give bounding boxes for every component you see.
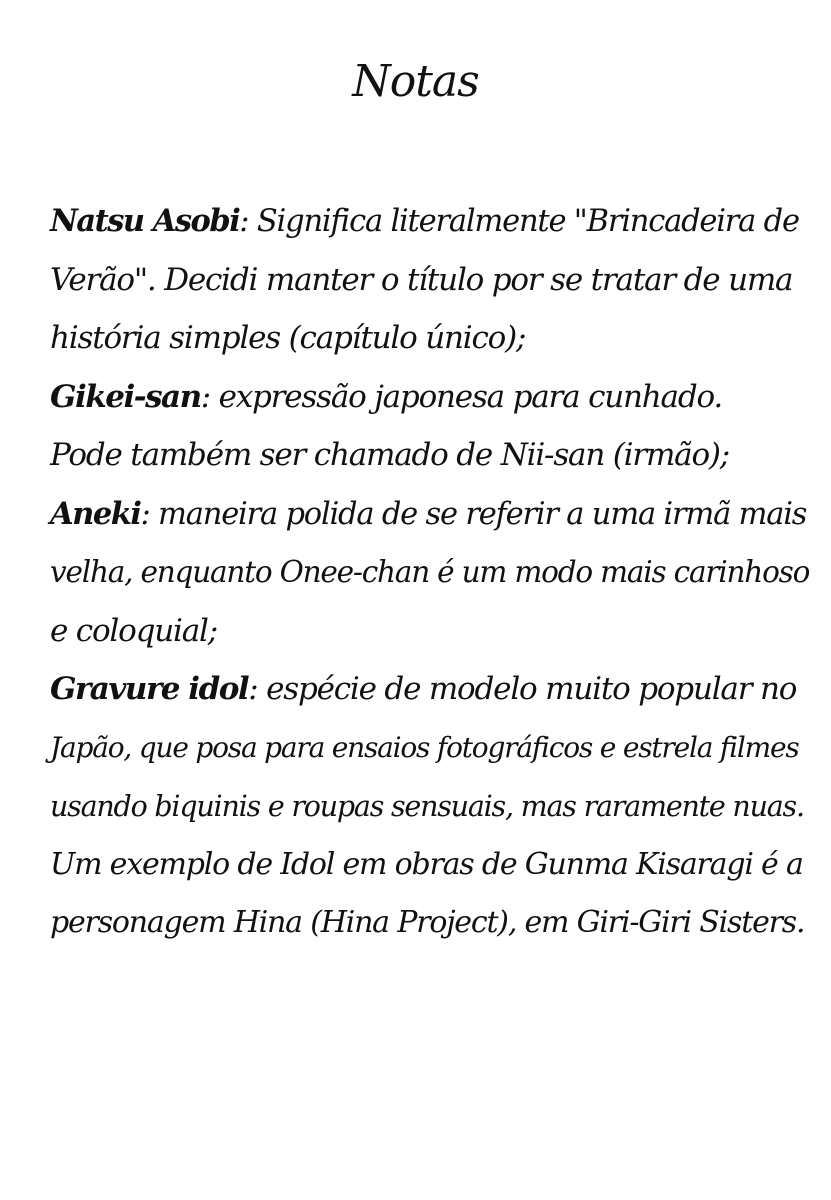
note-text: Pode também ser chamado de Nii-san (irmão); (50, 437, 730, 473)
note-term: Gikei-san (50, 378, 201, 415)
note-line (50, 368, 800, 427)
note-line (50, 836, 803, 895)
note-text: usando biquinis e roupas sensuais, mas raramente nuas. (50, 790, 804, 823)
note-text: : maneira polida de se referir a uma irmã mais (140, 496, 807, 532)
note-text: velha, enquanto Onee-chan é um modo mais carinhoso (50, 555, 810, 589)
note-text: história simples (capítulo único); (50, 320, 526, 356)
note-text: Japão, que posa para ensaios fotográficos e estrela filmes (50, 730, 799, 764)
note-text: : expressão japonesa para cunhado. (200, 378, 723, 415)
note-text: Verão". Decidi manter o título por se tratar de uma (50, 261, 793, 298)
note-line (50, 602, 800, 661)
note-term: Natsu Asobi (50, 203, 240, 239)
page-title: Notas (352, 56, 479, 107)
notes-body (50, 192, 810, 953)
note-line (50, 251, 800, 310)
note-line (50, 660, 800, 719)
note-line (50, 309, 800, 368)
note-term: Aneki (50, 495, 141, 532)
note-line (50, 777, 804, 836)
note-term: Gravure idol (50, 671, 249, 707)
note-line (50, 426, 800, 485)
note-line (50, 543, 810, 602)
note-text: personagem Hina (Hina Project), em Giri-Giri Sisters. (50, 905, 805, 940)
note-line (50, 719, 800, 778)
note-text: Um exemplo de Idol em obras de Gunma Kisaragi é a (50, 846, 803, 882)
note-text: : espécie de modelo muito popular no (248, 671, 797, 707)
note-line (50, 192, 800, 251)
note-line (50, 485, 807, 544)
note-text: e coloquial; (50, 612, 217, 649)
note-line (50, 894, 805, 953)
note-text: : Significa literalmente "Brincadeira de (239, 204, 799, 239)
